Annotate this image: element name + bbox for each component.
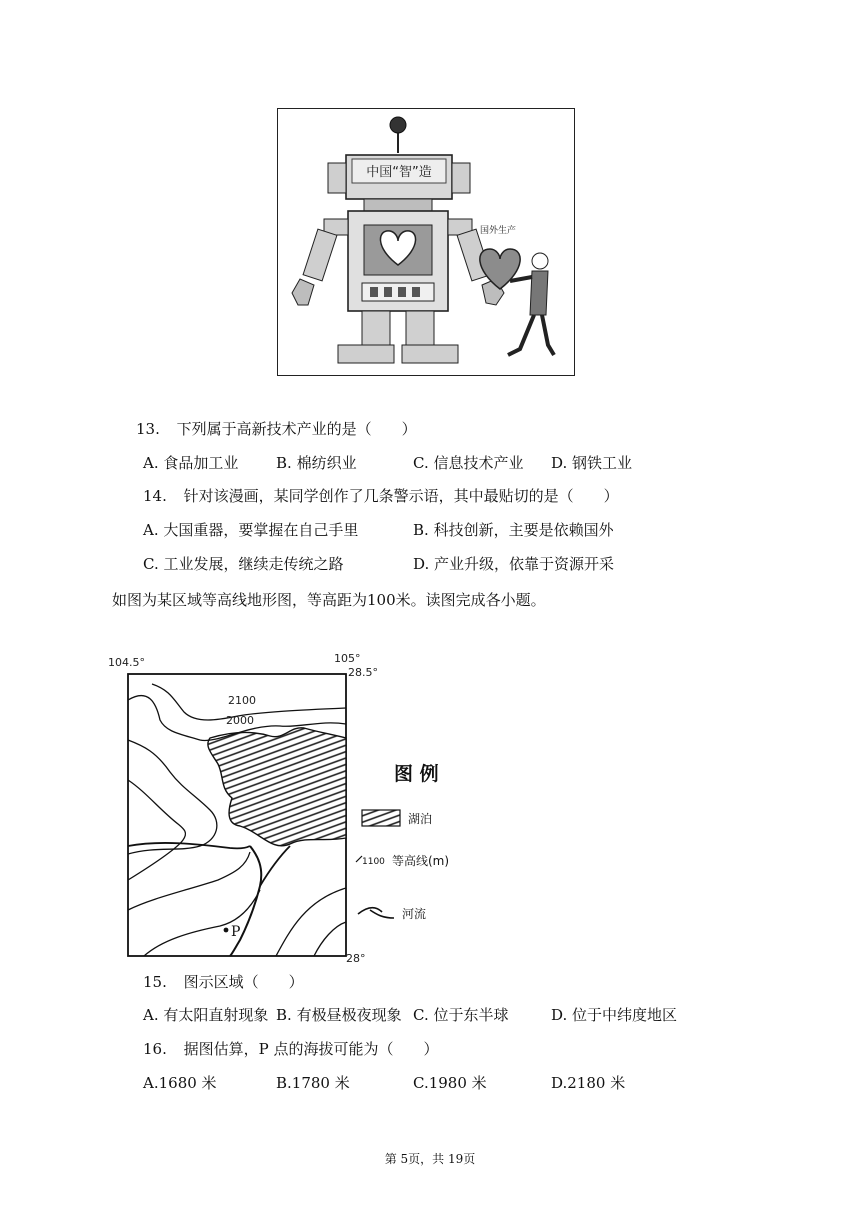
q16-option-c: C.1980 米 [413,1074,487,1092]
heart-label: 国外生产 [479,226,517,236]
question-13 [136,419,417,439]
q15-option-b: B. 有极昼极夜现象 [276,1006,402,1024]
question-14 [143,486,619,506]
q13-option-d: D. 钢铁工业 [551,454,633,472]
q16-option-b: B.1780 米 [276,1074,350,1092]
q13-option-b: B. 棉纺织业 [276,454,357,472]
q14-option-b: B. 科技创新，主要是依赖国外 [413,521,614,539]
q14-option-c: C. 工业发展，继续走传统之路 [143,555,344,573]
q16-option-a: A.1680 米 [143,1074,217,1092]
map-intro: 如图为某区域等高线地形图，等高距为100米。读图完成各小题。 [112,591,546,609]
question-stem: 针对该漫画，某同学创作了几条警示语，其中最贴切的是（ ） [183,487,619,505]
point-p-label: P [231,924,241,940]
contour-map-figure [100,640,460,970]
q14-option-a: A. 大国重器，要掌握在自己手里 [143,521,359,539]
legend-contour-label: 等高线(m) [392,854,450,868]
legend-contour-sample: 1100 [362,857,385,867]
q13-option-a: A. 食品加工业 [143,454,239,472]
question-stem: 下列属于高新技术产业的是（ ） [176,420,417,438]
legend-lake-swatch [362,810,400,826]
question-16 [143,1039,439,1059]
contour-map [100,640,460,970]
legend-lake-label: 湖泊 [408,812,433,826]
legend-river-swatch [358,908,394,918]
question-stem: 图示区域（ ） [183,973,304,991]
question-number: 13. [136,420,160,438]
contour-label-2000: 2000 [226,714,254,727]
coord-right-top: 28.5° [348,666,378,679]
coord-right-bottom: 28° [346,952,366,965]
robot-head-text: 中国“智”造 [366,165,432,180]
q15-option-c: C. 位于东半球 [413,1006,509,1024]
legend-river-label: 河流 [402,907,427,921]
robot-cartoon-illustration [278,109,574,375]
question-number: 15. [143,973,167,991]
q15-option-a: A. 有太阳直射现象 [143,1006,269,1024]
question-stem: 据图估算，P 点的海拔可能为（ ） [183,1040,439,1058]
coord-top-left: 104.5° [108,656,145,669]
question-number: 14. [143,487,167,505]
page-footer: 第 5页，共 19页 [384,1152,476,1166]
question-number: 16. [143,1040,167,1058]
q16-option-d: D.2180 米 [551,1074,626,1092]
point-p-marker [224,928,229,933]
legend-title: 图 例 [394,763,439,785]
coord-top-right: 105° [334,652,361,665]
q13-option-c: C. 信息技术产业 [413,454,524,472]
q15-option-d: D. 位于中纬度地区 [551,1006,678,1024]
contour-label-2100: 2100 [228,694,256,707]
question-15 [143,972,304,992]
cartoon-figure [277,108,575,376]
q14-option-d: D. 产业升级，依靠于资源开采 [413,555,615,573]
